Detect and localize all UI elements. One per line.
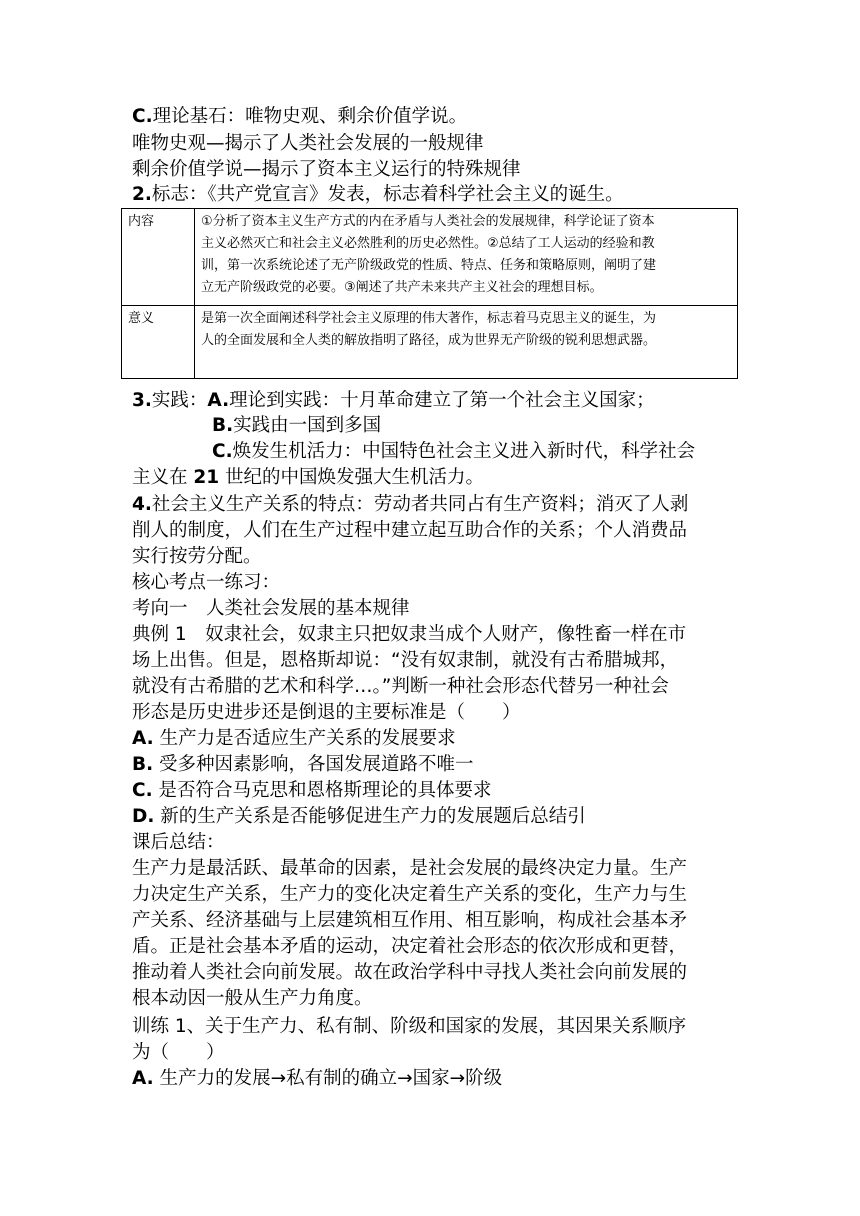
- summary-line: 生产力是最活跃、最革命的因素，是社会发展的最终决定力量。生产: [132, 858, 688, 879]
- item-prefix: C.: [212, 441, 233, 462]
- cell-line: 训，第一次系统论述了无产阶级政党的性质、特点、任务和策略原则，阐明了建: [201, 258, 657, 273]
- exercise-heading: 核心考点一练习：: [132, 572, 281, 593]
- line-text: 标志：《共产党宣言》发表，标志着科学社会主义的诞生。: [151, 184, 624, 205]
- training-option-a: [132, 1066, 502, 1092]
- line-text: 社会主义生产关系的特点：劳动者共同占有生产资料；消灭了人剥: [151, 494, 689, 515]
- line-text: 焕发生机活力：中国特色社会主义进入新时代，科学社会: [232, 441, 696, 462]
- summary-line: 产关系、经济基础与上层建筑相互作用、相互影响，构成社会基本矛: [132, 910, 688, 931]
- cell-line: ①分析了资本主义生产方式的内在矛盾与人类社会的发展规律，科学论证了资本: [201, 214, 655, 229]
- manifesto-line: [132, 182, 624, 208]
- practice-line-2: [212, 413, 381, 439]
- item-prefix: B.: [212, 415, 234, 436]
- row-label: 意义: [122, 306, 195, 379]
- row-content: [195, 306, 738, 379]
- item-prefix: 3.: [132, 390, 152, 411]
- summary-line: 推动着人类社会向前发展。故在政治学科中寻找人类社会向前发展的: [132, 962, 688, 983]
- option-text: 受多种因素影响，各国发展道路不唯一: [153, 754, 474, 775]
- line-text: 奴隶社会，奴隶主只把奴隶当成个人财产，像牲畜一样在市: [186, 624, 687, 645]
- option-b: [132, 752, 474, 778]
- row-label: 内容: [122, 209, 195, 306]
- option-letter: A.: [132, 728, 154, 749]
- option-letter: B.: [132, 754, 154, 775]
- option-d: [132, 804, 586, 830]
- practice-line-4: [132, 465, 484, 491]
- century-number: 21: [193, 467, 220, 488]
- theory-basis-line: [132, 104, 467, 130]
- option-text: 是否符合马克思和恩格斯理论的具体要求: [152, 780, 492, 801]
- exercise-direction: 考向一 人类社会发展的基本规律: [132, 598, 410, 619]
- line-text: 理论到实践：十月革命建立了第一个社会主义国家；: [229, 390, 655, 411]
- table-row: [122, 209, 738, 306]
- table-row: [122, 306, 738, 379]
- features-line-1: [132, 492, 688, 518]
- practice-line-3: [212, 439, 695, 465]
- line-text: 实践：: [151, 390, 208, 411]
- training-line-1: 训练 1、关于生产力、私有制、阶级和国家的发展，其因果关系顺序: [132, 1016, 687, 1037]
- option-text: 生产力的发展→私有制的确立→国家→阶级: [153, 1068, 503, 1089]
- line-text: 实践由一国到多国: [233, 415, 382, 436]
- manifesto-table: [121, 208, 738, 379]
- line-text: 世纪的中国焕发强大生机活力。: [219, 467, 485, 488]
- option-a: [132, 726, 456, 752]
- option-c: [132, 778, 492, 804]
- line-text: 主义在: [132, 467, 194, 488]
- option-letter: C.: [132, 780, 153, 801]
- item-prefix: 2.: [132, 184, 152, 205]
- line-text: 理论基石：唯物史观、剩余价值学说。: [152, 106, 468, 127]
- item-prefix: C.: [132, 106, 153, 127]
- summary-heading: 课后总结：: [132, 832, 225, 853]
- features-line-2: 削人的制度，人们在生产过程中建立起互助合作的关系；个人消费品: [132, 520, 688, 541]
- item-prefix: A.: [207, 390, 230, 411]
- summary-line: 盾。正是社会基本矛盾的运动，决定着社会形态的依次形成和更替，: [132, 936, 688, 957]
- cell-line: 主义必然灭亡和社会主义必然胜利的历史必然性。②总结了工人运动的经验和教: [201, 236, 655, 251]
- example-line-2: 场上出售。但是，恩格斯却说：“没有奴隶制，就没有古希腊城邦，: [132, 650, 679, 671]
- cell-line: 人的全面发展和全人类的解放指明了路径，成为世界无产阶级的锐利思想武器。: [201, 333, 657, 348]
- summary-line: 力决定生产关系，生产力的变化决定着生产关系的变化，生产力与生: [132, 884, 688, 905]
- item-prefix: 4.: [132, 494, 152, 515]
- option-letter: D.: [132, 806, 155, 827]
- historical-materialism-line: 唯物史观—揭示了人类社会发展的一般规律: [132, 133, 484, 154]
- cell-line: 是第一次全面阐述科学社会主义原理的伟大著作，标志着马克思主义的诞生，为: [201, 311, 657, 326]
- example-line-4: 形态是历史进步还是倒退的主要标准是（ ）: [132, 702, 521, 723]
- example-line-1: [132, 622, 686, 648]
- example-label: 典例 1: [132, 624, 187, 645]
- row-content: [195, 209, 738, 306]
- example-line-3: 就没有古希腊的艺术和科学…。”判断一种社会形态代替另一种社会: [132, 676, 669, 697]
- cell-line: 立无产阶级政党的必要。③阐述了共产未来共产主义社会的理想目标。: [201, 280, 603, 295]
- option-letter: A.: [132, 1068, 154, 1089]
- practice-line-1: [132, 388, 655, 414]
- option-text: 生产力是否适应生产关系的发展要求: [153, 728, 456, 749]
- features-line-3: 实行按劳分配。: [132, 546, 262, 567]
- surplus-value-line: 剩余价值学说—揭示了资本主义运行的特殊规律: [132, 159, 521, 180]
- summary-line: 根本动因一般从生产力角度。: [132, 988, 373, 1009]
- option-text: 新的生产关系是否能够促进生产力的发展题后总结引: [154, 806, 586, 827]
- training-line-2: 为（ ）: [132, 1042, 225, 1063]
